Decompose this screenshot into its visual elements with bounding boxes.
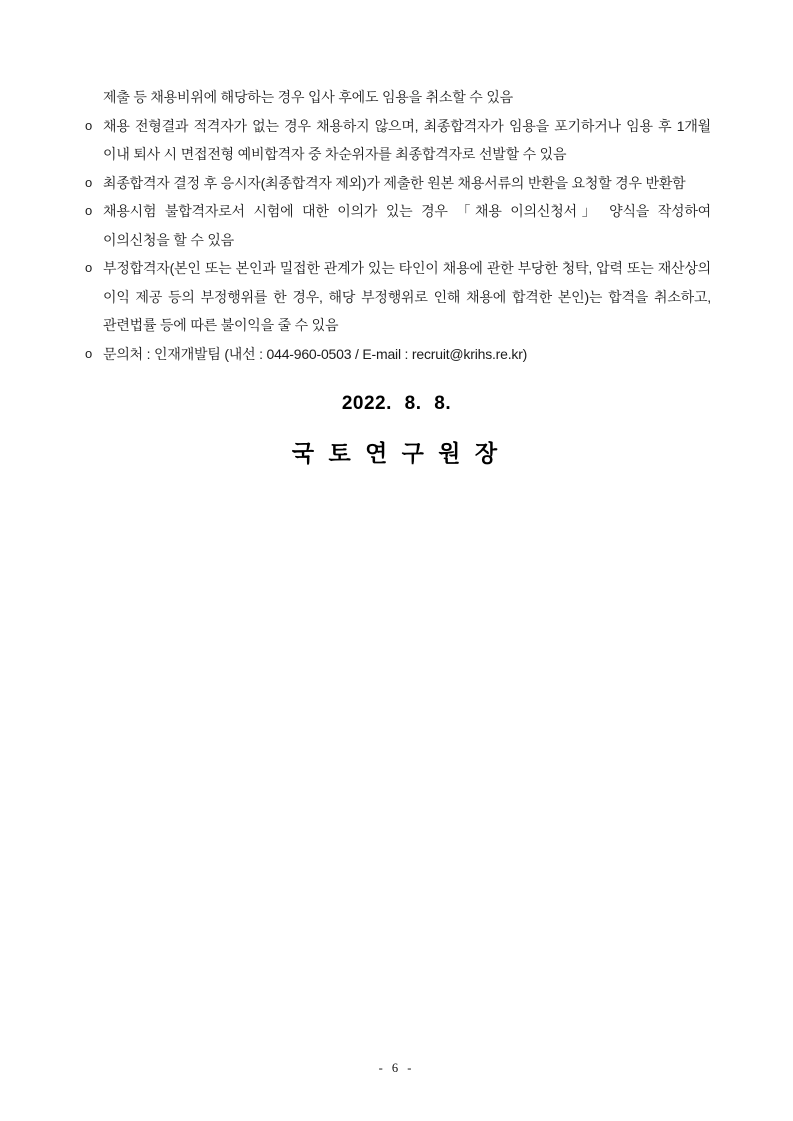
bullet-text-document-return: 최종합격자 결정 후 응시자(최종합격자 제외)가 제출한 원본 채용서류의 반환을 요청할 경우 반환함: [103, 174, 686, 191]
bullet-marker: o: [85, 203, 93, 218]
page-number: - 6 -: [378, 1061, 415, 1075]
bullet-text-contact: 문의처 : 인재개발팀 (내선 : 044-960-0503 / E-mail : recruit@krihs.re.kr): [103, 345, 528, 362]
bullet-text-objection: 채용시험 불합격자로서 시험에 대한 이의가 있는 경우 「채용 이의신청서」 양식을 작성하여 이의신청을 할 수 있음: [103, 203, 711, 248]
bullet-marker: o: [85, 260, 93, 275]
notice-date: 2022. 8. 8.: [341, 393, 452, 414]
bullet-marker: o: [85, 174, 93, 190]
continuation-paragraph: 제출 등 채용비위에 해당하는 경우 입사 후에도 임용을 취소할 수 있음: [103, 89, 513, 105]
notice-body: [85, 83, 711, 368]
list-item: [85, 197, 711, 254]
list-item: [85, 112, 711, 169]
bullet-text-fraudulent-pass: 부정합격자(본인 또는 본인과 밀접한 관계가 있는 타인이 채용에 관한 부당한 청탁, 압력 또는 재산상의 이익 제공 등의 부정행위를 한 경우, 해당 부정행위로 인해 채용에 합격한 본인)는 합격을 취소하고, 관련법률 등에 따른 불이익을 줄 수 있음: [103, 260, 711, 333]
list-item: [85, 169, 711, 198]
list-item: [85, 340, 711, 369]
bullet-marker: o: [85, 345, 93, 361]
issuer-signature: 국 토 연 구 원 장: [291, 440, 502, 466]
list-item: [85, 254, 711, 340]
bullet-marker: o: [85, 117, 93, 133]
bullet-text-hiring-result: 채용 전형결과 적격자가 없는 경우 채용하지 않으며, 최종합격자가 임용을 포기하거나 임용 후 1개월 이내 퇴사 시 면접전형 예비합격자 중 차순위자를 최종합격자로 선발할 수 있음: [103, 117, 711, 162]
